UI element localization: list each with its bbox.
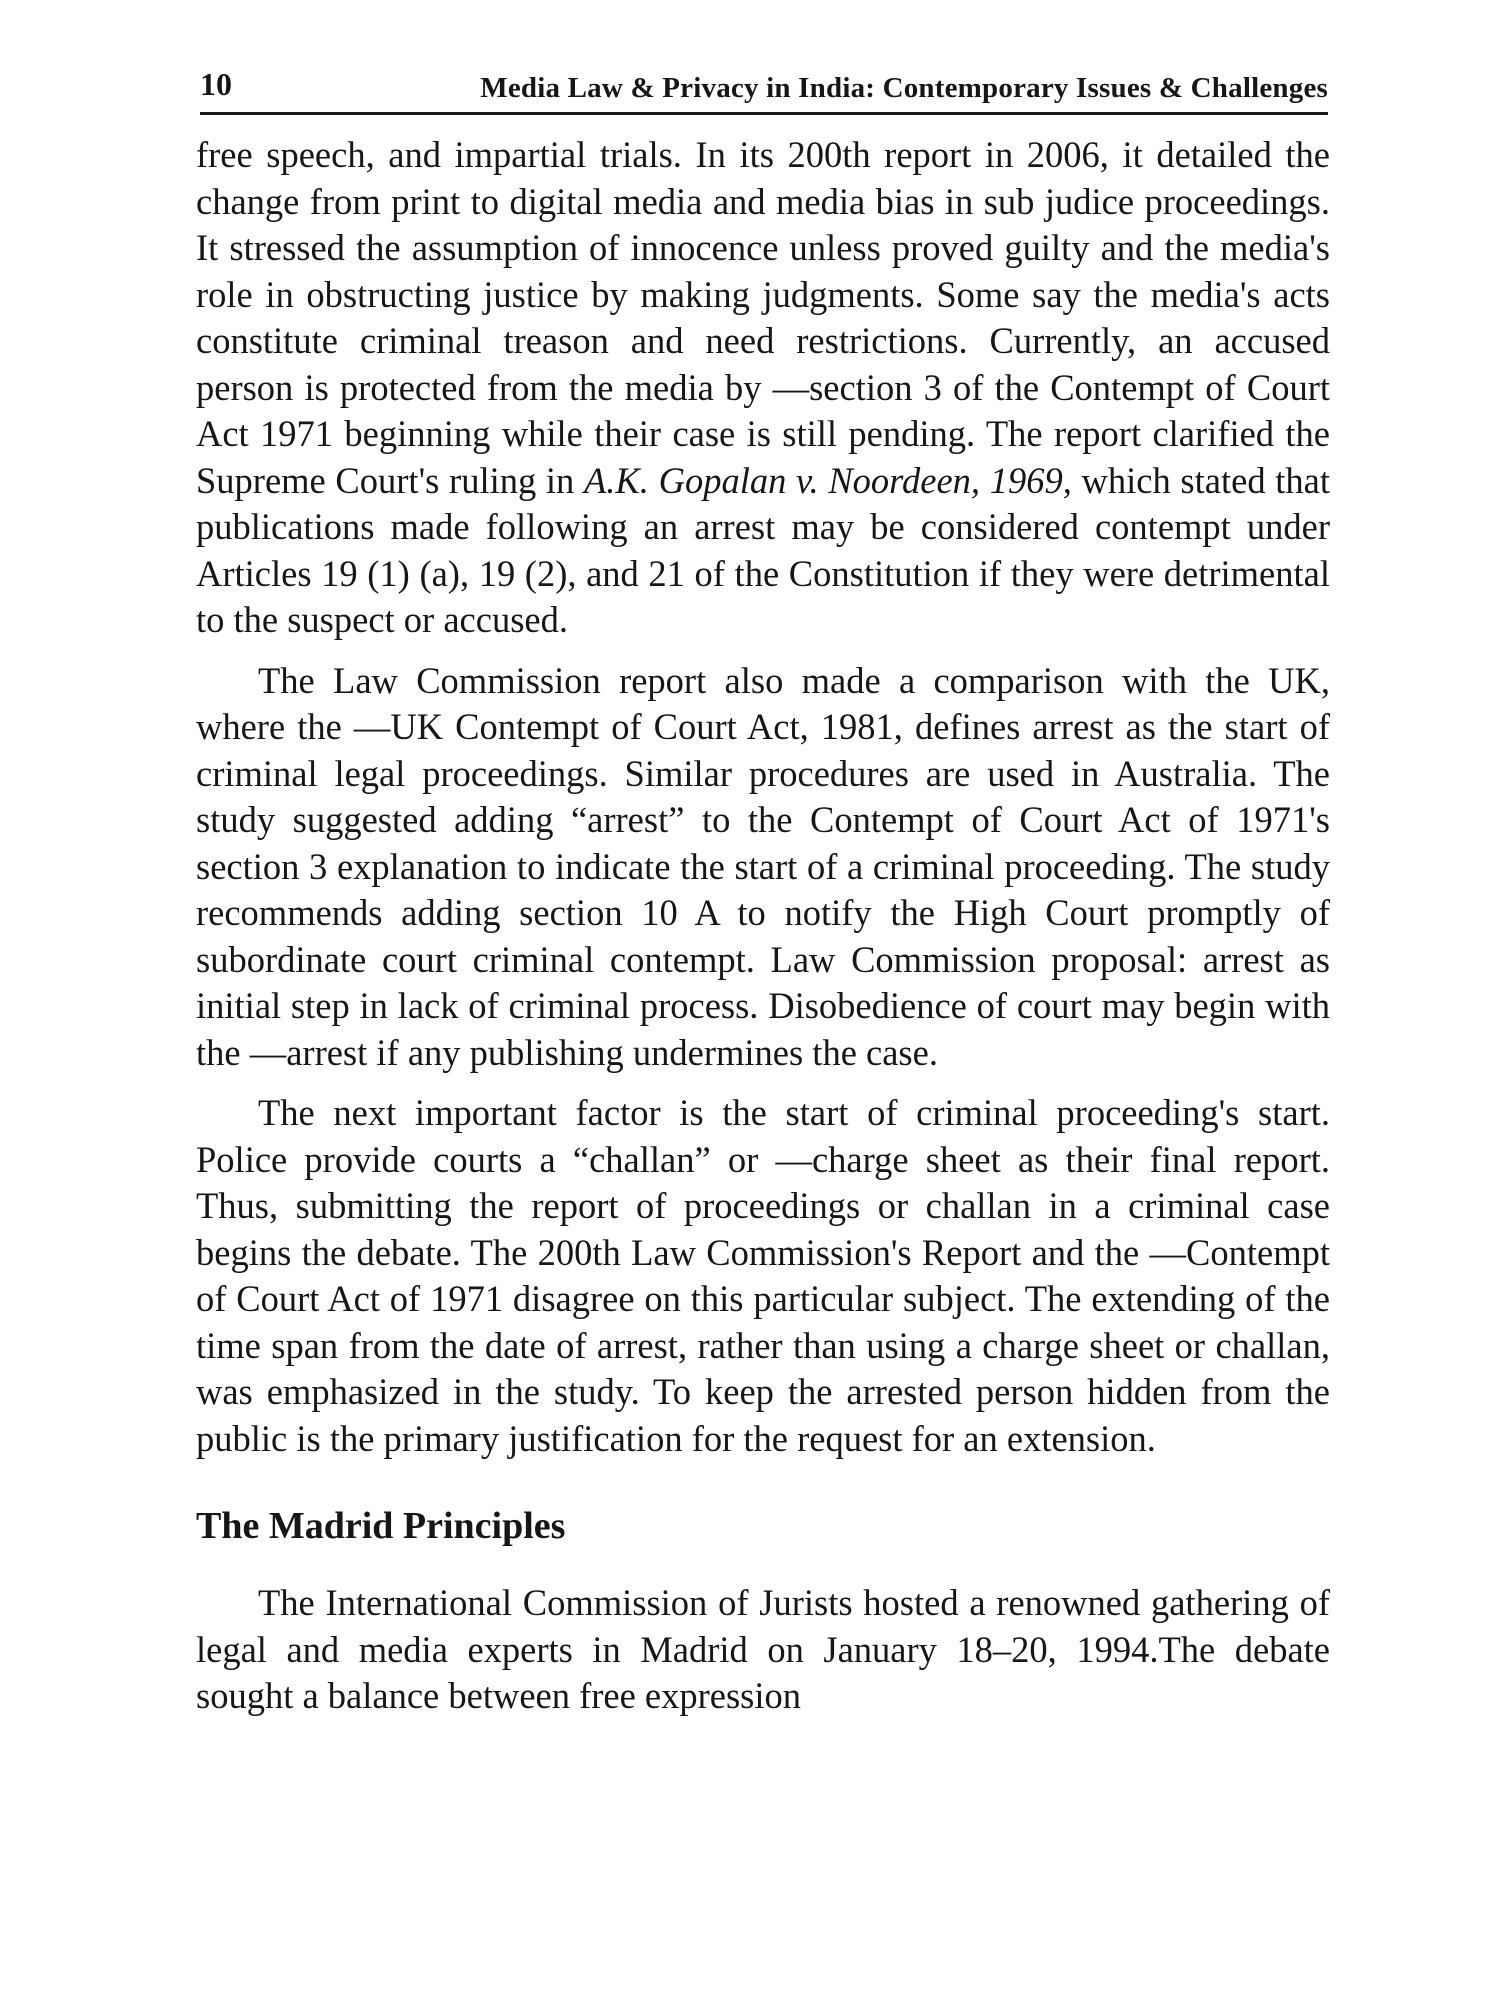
section-heading: The Madrid Principles (196, 1505, 566, 1547)
paragraph-1-text-end: which stated that publications made following an arrest may be considered contempt under Articles 19 (1) (a), 19 (2), and 21 of the Constitution if they were detrimental to the suspect or accused. (196, 459, 1330, 640)
paragraph-2: The Law Commission report also made a comparison with the UK, where the —UK Contempt of Court Act, 1981, defines arrest as the start of criminal legal proceedings. Similar procedures are used in Australia. The study suggested adding “arrest” to the Contempt of Court Act of 1971's section 3 explanation to indicate the start of a criminal proceeding. The study recommends adding section 10 A to notify the High Court promptly of subordinate court criminal contempt. Law Commission proposal: arrest as initial step in lack of criminal process. Disobedience of court may begin with the —arrest if any publishing undermines the case. (196, 659, 1330, 1073)
paragraph-1 (196, 132, 1330, 644)
page-number: 10 (200, 66, 232, 102)
book-title: Media Law & Privacy in India: Contemporary Issues & Challenges (480, 72, 1328, 104)
paragraph-4: The International Commission of Jurists hosted a renowned gathering of legal and media experts in Madrid on January 18–20, 1994.The debate sought a balance between free expression (196, 1582, 1330, 1716)
paragraph-3: The next important factor is the start of criminal proceeding's start. Police provide courts a “challan” or —charge sheet as their final report. Thus, submitting the report of proceedings or challan in a criminal case begins the debate. The 200th Law Commission's Report and the —Contempt of Court Act of 1971 disagree on this particular subject. The extending of the time span from the date of arrest, rather than using a charge sheet or challan, was emphasized in the study. To keep the arrested person hidden from the public is the primary justification for the request for an extension. (196, 1092, 1330, 1459)
paragraph-1-text: free speech, and impartial trials. In its 200th report in 2006, it detailed the change from print to digital media and media bias in sub judice proceedings. It stressed the assumption of innocence unless proved guilty and the media's role in obstructing justice by making judgments. Some say the media's acts constitute criminal treason and need restrictions. Currently, an accused person is protected from the media by —section 3 of the Contempt of Court Act 1971 beginning while their case is still pending. The report clarified the Supreme Court's ruling in (196, 134, 1330, 501)
running-head (200, 62, 1328, 115)
body-text (196, 132, 1330, 1720)
case-citation: A.K. Gopalan v. Noordeen, 1969, (584, 459, 1072, 501)
